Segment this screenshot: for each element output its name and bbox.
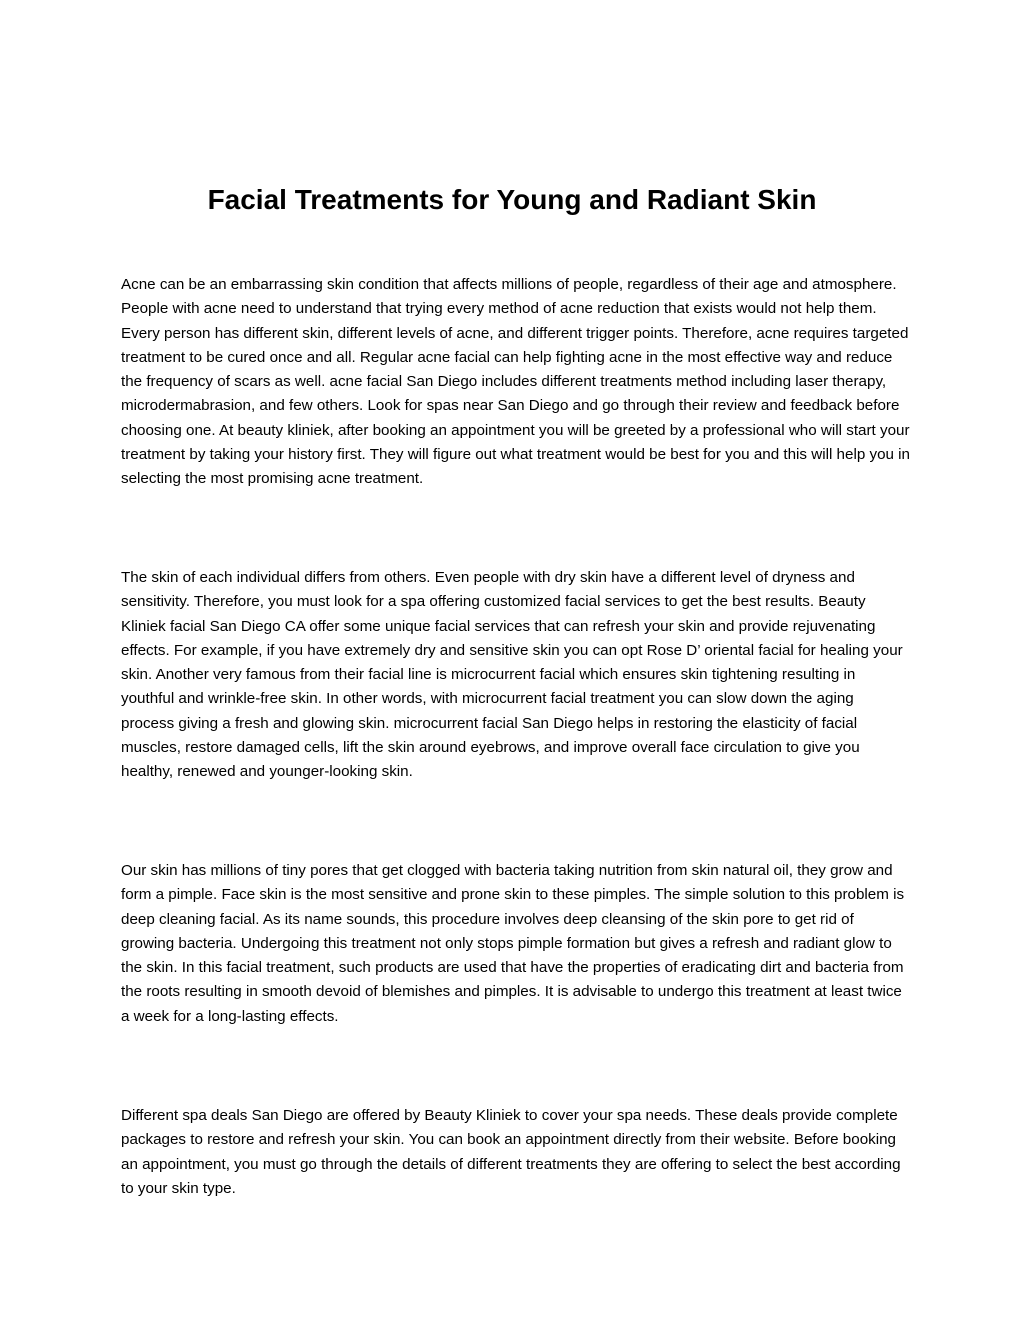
paragraph-skin-types — [121, 566, 911, 785]
paragraph-text: Different spa deals San Diego are offered by Beauty Kliniek to cover your spa needs. These deals provide complete packages to restore and refresh your skin. You can book an appointment directly from their website. Before booking an appointment, you must go through the details of different treatments they are offering to select the best according to your skin type. — [121, 1107, 901, 1197]
paragraph-text: Our skin has millions of tiny pores that get clogged with bacteria taking nutrition from skin natural oil, they grow and form a pimple. Face skin is the most sensitive and prone skin to these pimples. The simple solution to this problem is deep cleaning facial. As its name sounds, this procedure involves deep cleansing of the skin pore to get rid of growing bacteria. Undergoing this treatment not only stops pimple formation but gives a refresh and radiant glow to the skin. In this facial treatment, such products are used that have the properties of eradicating dirt and bacteria from the roots resulting in smooth devoid of blemishes and pimples. It is advisable to undergo this treatment at least twice a week for a long-lasting effects. — [121, 862, 905, 1025]
paragraph-acne — [121, 273, 911, 492]
paragraph-pores — [121, 859, 911, 1029]
paragraph-text: Acne can be an embarrassing skin condition that affects millions of people, regardless of their age and atmosphere. People with acne need to understand that trying every method of acne reduction that exists would not help them. Every person has different skin, different levels of acne, and different trigger points. Therefore, acne requires targeted treatment to be cured once and all. Regular acne facial can help fighting acne in the most effective way and reduce the frequency of scars as well. acne facial San Diego includes different treatments method including laser therapy, microdermabrasion, and few others. Look for spas near San Diego and go through their review and feedback before choosing one. At beauty kliniek, after booking an appointment you will be greeted by a professional who will start your treatment by taking your history first. They will figure out what treatment would be best for you and this will help you in selecting the most promising acne treatment. — [121, 276, 911, 488]
paragraph-text: The skin of each individual differs from others. Even people with dry skin have a different level of dryness and sensitivity. Therefore, you must look for a spa offering customized facial services to get the best results. Beauty Kliniek facial San Diego CA offer some unique facial services that can refresh your skin and provide rejuvenating effects. For example, if you have extremely dry and sensitive skin you can opt Rose D’ oriental facial for healing your skin. Another very famous from their facial line is microcurrent facial which ensures skin tightening resulting in youthful and wrinkle-free skin. In other words, with microcurrent facial treatment you can slow down the aging process giving a fresh and glowing skin. microcurrent facial San Diego helps in restoring the elasticity of facial muscles, restore damaged cells, lift the skin around eyebrows, and improve overall face circulation to give you healthy, renewed and younger-looking skin. — [121, 569, 903, 781]
document-title: Facial Treatments for Young and Radiant Skin — [207, 184, 817, 215]
paragraph-spa-deals — [121, 1104, 911, 1201]
